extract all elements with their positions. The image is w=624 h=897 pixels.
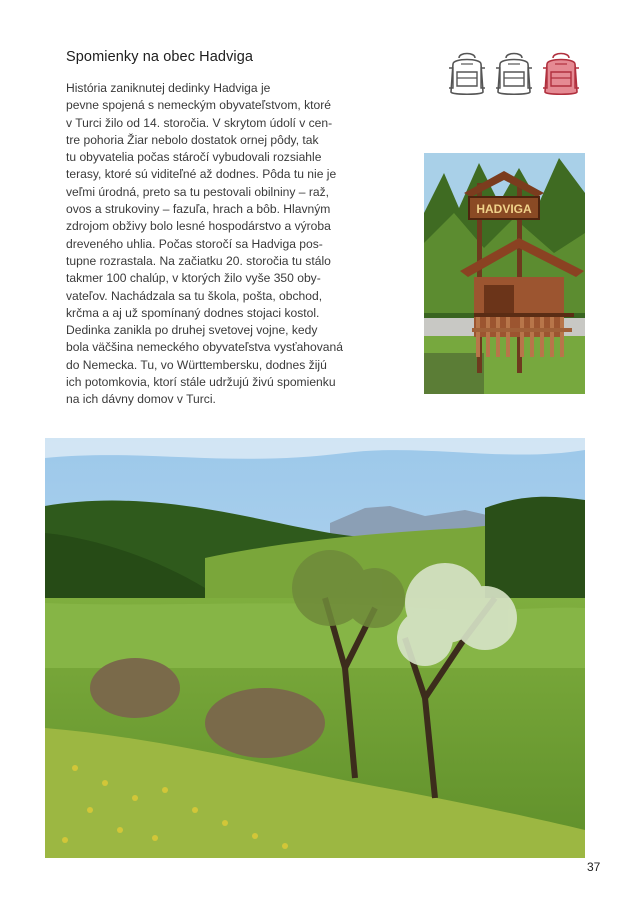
sign-photo [424, 153, 585, 394]
sign-label: HADVIGA [476, 202, 532, 216]
backpack-icon [445, 48, 489, 98]
page-number: 37 [587, 860, 601, 874]
article-text: História zaniknutej dedinky Hadviga je pevne spojená s nemeckým obyvateľstvom, ktoré v Turci žilo od 14. storočia. V skrytom údolí v cen- tre pohoria Žiar nebolo dostatok ornej pôdy, tak tu obyvatelia počas stáročí vybudovali rozsiahle terasy, ktoré sú viditeľné až dodnes. Pôda tu nie je veľmi úrodná, preto sa tu pestovali obilniny – raž, ovos a strukoviny – fazuľa, hrach a bôb. Hlavným zdrojom obživy bolo lesné hospodárstvo a výroba dreveného uhlia. Počas storočí sa Hadviga pos- tupne rozrastala. Na začiatku 20. storočia tu stálo takmer 100 chalúp, v ktorých žilo vyše 350 oby- vateľov. Nachádzala sa tu škola, pošta, obchod, krčma a aj už spomínaný dodnes stojaci kostol. Dedinka zanikla po druhej svetovej vojne, kedy bola väčšina nemeckého obyvateľstva vysťahovaná do Nemecka. Tu, vo Württembersku, dodnes žijú ich potomkovia, ktorí stále udržujú živú spomienku na ich dávny domov v Turci. [66, 81, 343, 407]
landscape-photo [45, 438, 585, 858]
backpack-icon [492, 48, 536, 98]
backpack-icon [539, 48, 583, 98]
difficulty-rating [445, 48, 585, 100]
page-title: Spomienky na obec Hadviga [66, 49, 254, 65]
